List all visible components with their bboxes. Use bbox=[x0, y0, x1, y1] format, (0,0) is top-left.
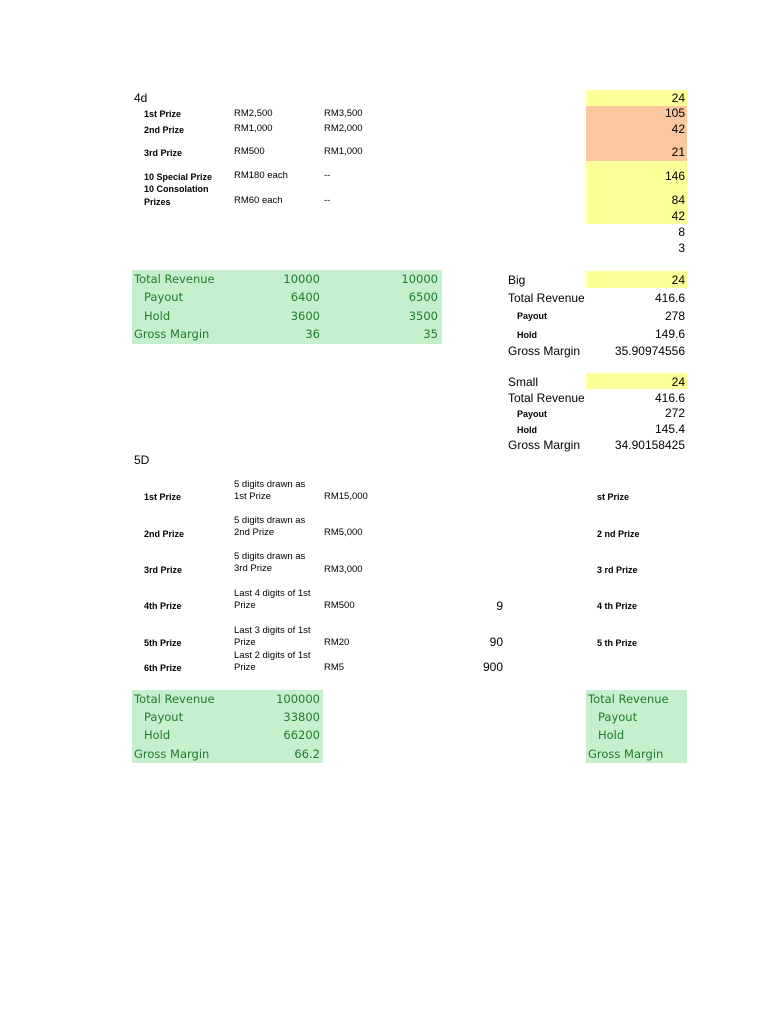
prize-description: Prize bbox=[234, 637, 256, 648]
prize-description: 3rd Prize bbox=[234, 563, 273, 574]
big-amount: RM2,500 bbox=[234, 108, 273, 119]
prize-label: 3rd Prize bbox=[144, 148, 183, 158]
prize-label: 3rd Prize bbox=[144, 565, 183, 575]
prize-description: 5 digits drawn as bbox=[234, 551, 306, 562]
cell-value: 146 bbox=[664, 169, 685, 183]
small-title: Small bbox=[508, 375, 539, 389]
prize-label: 10 Special Prize bbox=[144, 172, 213, 182]
summary-label: Payout bbox=[598, 710, 638, 724]
big-amount: RM1,000 bbox=[234, 123, 273, 134]
big-amount: RM60 each bbox=[234, 195, 283, 206]
big-gross-margin-label: Gross Margin bbox=[508, 344, 581, 358]
big-amount: RM180 each bbox=[234, 170, 288, 181]
prize-description: Prize bbox=[234, 600, 256, 611]
prize-label: 4th Prize bbox=[144, 601, 182, 611]
prize-amount: RM5 bbox=[324, 662, 345, 673]
summary-label: Gross Margin bbox=[134, 747, 210, 761]
big-total-revenue-label: Total Revenue bbox=[508, 291, 585, 305]
small-amount: RM2,000 bbox=[324, 123, 363, 134]
prize-label: 2nd Prize bbox=[144, 529, 185, 539]
prize-description: Last 3 digits of 1st bbox=[234, 625, 311, 636]
prize-description: Last 4 digits of 1st bbox=[234, 588, 311, 599]
cell-value: 21 bbox=[671, 145, 685, 159]
small-hold: 145.4 bbox=[654, 422, 685, 436]
big-amount: RM500 bbox=[234, 146, 265, 157]
cell-value: 105 bbox=[664, 106, 685, 120]
small-total-revenue-label: Total Revenue bbox=[508, 391, 585, 405]
section-title-5d: 5D bbox=[134, 453, 150, 467]
big-total-revenue: 416.6 bbox=[654, 291, 685, 305]
summary-value: 100000 bbox=[276, 692, 320, 706]
right-prize-label: 5 th Prize bbox=[597, 638, 638, 648]
right-prize-label: 3 rd Prize bbox=[597, 565, 638, 575]
big-title-value: 24 bbox=[671, 273, 685, 287]
summary-value: 3600 bbox=[290, 309, 320, 323]
prize-description: 1st Prize bbox=[234, 491, 271, 502]
prize-description: Last 2 digits of 1st bbox=[234, 650, 311, 661]
small-payout-label: Payout bbox=[517, 409, 548, 419]
summary-label: Payout bbox=[144, 290, 184, 304]
summary-value: 66.2 bbox=[294, 747, 320, 761]
summary-value: 3500 bbox=[408, 309, 438, 323]
small-hold-label: Hold bbox=[517, 425, 537, 435]
summary-label: Total Revenue bbox=[588, 692, 669, 706]
prize-description: 5 digits drawn as bbox=[234, 515, 306, 526]
cell-value: 42 bbox=[671, 122, 685, 136]
cell-value: 84 bbox=[671, 193, 685, 207]
winners-count: 900 bbox=[482, 660, 503, 674]
summary-label: Gross Margin bbox=[134, 327, 210, 341]
right-prize-label: st Prize bbox=[597, 492, 630, 502]
small-amount: RM3,500 bbox=[324, 108, 363, 119]
small-amount: -- bbox=[324, 170, 331, 181]
summary-label: Hold bbox=[144, 309, 171, 323]
prize-label: 1st Prize bbox=[144, 492, 182, 502]
cell-value: 42 bbox=[671, 209, 685, 223]
prize-description: Prize bbox=[234, 662, 256, 673]
big-gross-margin: 35.90974556 bbox=[614, 344, 685, 358]
summary-label: Gross Margin bbox=[588, 747, 664, 761]
prize-amount: RM20 bbox=[324, 637, 350, 648]
prize-description: 2nd Prize bbox=[234, 527, 275, 538]
prize-amount: RM3,000 bbox=[324, 564, 363, 575]
summary-value: 6500 bbox=[408, 290, 438, 304]
small-title-value: 24 bbox=[671, 375, 685, 389]
summary-value: 10000 bbox=[283, 272, 320, 286]
prize-amount: RM15,000 bbox=[324, 491, 368, 502]
prize-description: 5 digits drawn as bbox=[234, 479, 306, 490]
small-total-revenue: 416.6 bbox=[654, 391, 685, 405]
cell-value: 24 bbox=[671, 91, 685, 105]
summary-label: Total Revenue bbox=[134, 692, 215, 706]
summary-value: 6400 bbox=[290, 290, 320, 304]
small-amount: -- bbox=[324, 195, 331, 206]
prize-label: 6th Prize bbox=[144, 663, 182, 673]
summary-value: 66200 bbox=[283, 728, 320, 742]
winners-count: 90 bbox=[489, 635, 503, 649]
summary-value: 33800 bbox=[283, 710, 320, 724]
right-prize-label: 2 nd Prize bbox=[597, 529, 640, 539]
big-hold: 149.6 bbox=[654, 327, 685, 341]
summary-value: 10000 bbox=[401, 272, 438, 286]
prize-label: Prizes bbox=[144, 197, 171, 207]
section-title-4d: 4d bbox=[134, 91, 148, 105]
cell-value: 8 bbox=[678, 225, 685, 239]
prize-label: 5th Prize bbox=[144, 638, 182, 648]
summary-label: Hold bbox=[144, 728, 171, 742]
summary-value: 35 bbox=[423, 327, 438, 341]
prize-label: 1st Prize bbox=[144, 109, 182, 119]
summary-value: 36 bbox=[305, 327, 320, 341]
small-gross-margin: 34.90158425 bbox=[614, 438, 685, 452]
prize-amount: RM500 bbox=[324, 600, 355, 611]
big-hold-label: Hold bbox=[517, 330, 537, 340]
small-gross-margin-label: Gross Margin bbox=[508, 438, 581, 452]
prize-amount: RM5,000 bbox=[324, 527, 363, 538]
prize-label: 10 Consolation bbox=[144, 184, 209, 194]
summary-label: Hold bbox=[598, 728, 625, 742]
summary-label: Payout bbox=[144, 710, 184, 724]
right-prize-label: 4 th Prize bbox=[597, 601, 638, 611]
big-payout: 278 bbox=[664, 309, 685, 323]
small-amount: RM1,000 bbox=[324, 146, 363, 157]
small-payout: 272 bbox=[664, 406, 685, 420]
big-title: Big bbox=[508, 273, 526, 287]
big-payout-label: Payout bbox=[517, 311, 548, 321]
cell-value: 3 bbox=[678, 241, 685, 255]
winners-count: 9 bbox=[496, 599, 503, 613]
summary-label: Total Revenue bbox=[134, 272, 215, 286]
prize-label: 2nd Prize bbox=[144, 125, 185, 135]
